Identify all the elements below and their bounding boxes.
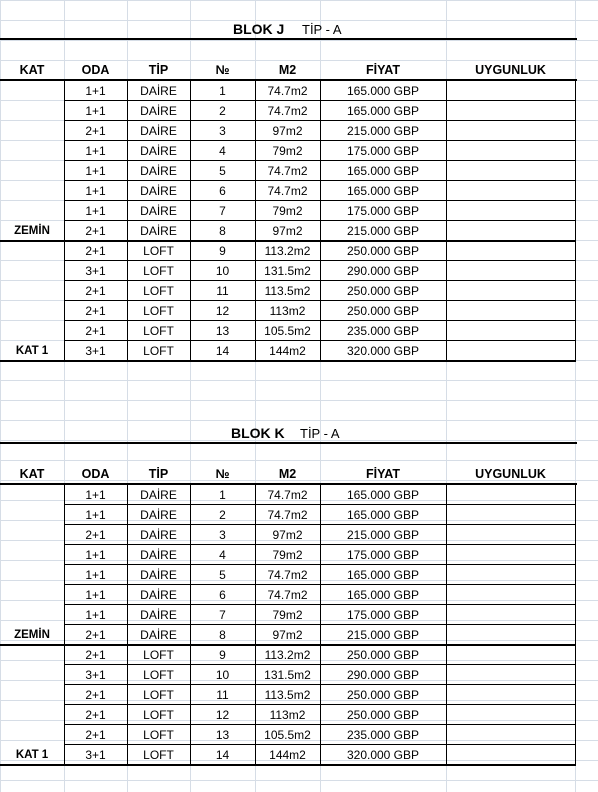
table-cell[interactable]: 74.7m2 [267, 588, 308, 602]
table-cell[interactable] [446, 525, 575, 545]
column-header-5: M2 [278, 467, 297, 481]
table-row[interactable] [0, 201, 598, 221]
table-cell[interactable] [446, 121, 575, 141]
table-cell[interactable]: 113.2m2 [264, 648, 311, 662]
row-border [0, 764, 576, 766]
table-cell[interactable] [446, 605, 575, 625]
table-cell[interactable]: 3 [219, 124, 226, 138]
table-cell[interactable]: 14 [215, 344, 230, 358]
table-cell[interactable]: 215.000 GBP [346, 528, 420, 542]
table-cell[interactable]: 13 [215, 728, 230, 742]
column-border [446, 483, 447, 765]
table-cell[interactable]: 5 [219, 164, 226, 178]
table-cell[interactable]: 320.000 GBP [346, 344, 420, 358]
table-cell[interactable]: 2+1 [85, 528, 106, 542]
column-header-1: KAT [19, 467, 45, 481]
sheet-gridline-horizontal [0, 380, 598, 381]
table-cell[interactable]: 1+1 [85, 84, 106, 98]
table-cell[interactable]: 2+1 [85, 124, 106, 138]
table-row[interactable] [0, 545, 598, 565]
table-cell[interactable]: 113.2m2 [264, 244, 311, 258]
table-cell[interactable]: 1+1 [85, 568, 106, 582]
table-cell[interactable]: LOFT [143, 244, 174, 258]
column-border [190, 79, 191, 361]
table-cell[interactable]: LOFT [143, 688, 174, 702]
table-cell[interactable]: 4 [219, 548, 226, 562]
table-cell[interactable]: 235.000 GBP [346, 728, 420, 742]
table-row[interactable] [0, 585, 598, 605]
table-row[interactable] [0, 321, 598, 341]
table-cell[interactable]: 290.000 GBP [346, 668, 420, 682]
table-cell[interactable]: 131.5m2 [264, 264, 311, 278]
table-cell[interactable]: 165.000 GBP [346, 568, 420, 582]
table-cell[interactable]: 2+1 [85, 324, 106, 338]
table-cell[interactable]: 6 [219, 588, 226, 602]
table-cell[interactable]: 74.7m2 [267, 508, 308, 522]
table-row[interactable] [0, 725, 598, 745]
table-row[interactable] [0, 81, 598, 101]
table-cell[interactable] [446, 665, 575, 685]
table-cell[interactable]: 144m2 [269, 344, 306, 358]
table-cell[interactable] [446, 101, 575, 121]
table-cell[interactable]: 165.000 GBP [346, 84, 420, 98]
table-cell[interactable]: 8 [219, 224, 226, 238]
table-cell[interactable]: 1+1 [85, 184, 106, 198]
table-cell[interactable]: 290.000 GBP [346, 264, 420, 278]
column-header-7: UYGUNLUK [475, 63, 546, 77]
column-border [575, 483, 576, 765]
table-cell[interactable]: LOFT [143, 668, 174, 682]
column-border [190, 483, 191, 765]
table-cell[interactable] [446, 545, 575, 565]
table-row[interactable] [0, 161, 598, 181]
table-cell[interactable]: 10 [215, 668, 230, 682]
table-cell[interactable]: DAİRE [140, 184, 177, 198]
floor-label-ground: ZEMİN [14, 629, 50, 641]
table-row[interactable] [0, 141, 598, 161]
table-cell[interactable]: 97m2 [272, 224, 303, 238]
table-cell[interactable]: 250.000 GBP [346, 688, 420, 702]
column-border [127, 79, 128, 361]
table-cell[interactable]: DAİRE [140, 548, 177, 562]
column-border [127, 483, 128, 765]
floor-label-first: KAT 1 [15, 749, 49, 761]
column-header-3: TİP [148, 467, 169, 481]
block-title: BLOK K [231, 425, 285, 441]
column-border [320, 79, 321, 361]
table-cell[interactable]: 144m2 [269, 748, 306, 762]
table-cell[interactable]: 2+1 [85, 628, 106, 642]
sheet-gridline-horizontal [0, 400, 598, 401]
table-cell[interactable]: 105.5m2 [264, 324, 311, 338]
column-header-4: № [215, 63, 230, 77]
table-cell[interactable]: 235.000 GBP [346, 324, 420, 338]
table-cell[interactable]: 2 [219, 104, 226, 118]
table-cell[interactable]: 79m2 [272, 144, 303, 158]
row-border [0, 360, 576, 362]
table-cell[interactable]: LOFT [143, 708, 174, 722]
table-cell[interactable]: DAİRE [140, 528, 177, 542]
table-cell[interactable]: 113m2 [269, 708, 306, 722]
table-cell[interactable]: 175.000 GBP [346, 608, 420, 622]
table-cell[interactable]: DAİRE [140, 568, 177, 582]
table-cell[interactable]: DAİRE [140, 588, 177, 602]
table-cell[interactable]: DAİRE [140, 508, 177, 522]
table-cell[interactable]: DAİRE [140, 204, 177, 218]
table-cell[interactable]: 113m2 [269, 304, 306, 318]
table-row[interactable] [0, 261, 598, 281]
table-cell[interactable]: 2+1 [85, 688, 106, 702]
column-header-5: M2 [278, 63, 297, 77]
table-cell[interactable] [446, 505, 575, 525]
table-cell[interactable]: 165.000 GBP [346, 488, 420, 502]
table-cell[interactable]: 2+1 [85, 244, 106, 258]
floor-label-first: KAT 1 [15, 345, 49, 357]
title-underline [0, 442, 577, 444]
table-cell[interactable]: 1 [219, 488, 226, 502]
table-cell[interactable] [446, 321, 575, 341]
table-cell[interactable]: 2+1 [85, 304, 106, 318]
table-cell[interactable]: 2+1 [85, 284, 106, 298]
table-cell[interactable]: 13 [215, 324, 230, 338]
table-cell[interactable]: 175.000 GBP [346, 144, 420, 158]
table-row[interactable] [0, 685, 598, 705]
table-row[interactable] [0, 525, 598, 545]
table-cell[interactable]: 8 [219, 628, 226, 642]
column-border [575, 79, 576, 361]
table-row[interactable] [0, 181, 598, 201]
table-cell[interactable]: 7 [219, 608, 226, 622]
table-cell[interactable] [446, 261, 575, 281]
table-cell[interactable]: DAİRE [140, 608, 177, 622]
table-cell[interactable]: 3+1 [85, 668, 106, 682]
table-cell[interactable]: 3+1 [85, 748, 106, 762]
block-title: BLOK J [233, 21, 285, 37]
column-header-6: FİYAT [365, 63, 401, 77]
table-cell[interactable] [446, 685, 575, 705]
table-cell[interactable]: 97m2 [272, 628, 303, 642]
table-cell[interactable]: LOFT [143, 728, 174, 742]
sheet-gridline-horizontal [0, 420, 598, 421]
column-header-4: № [215, 467, 230, 481]
table-cell[interactable]: 165.000 GBP [346, 588, 420, 602]
table-cell[interactable]: DAİRE [140, 224, 177, 238]
table-cell[interactable] [446, 161, 575, 181]
table-cell[interactable]: 165.000 GBP [346, 164, 420, 178]
table-cell[interactable]: 165.000 GBP [346, 104, 420, 118]
table-cell[interactable]: 113.5m2 [264, 688, 311, 702]
table-cell[interactable]: 165.000 GBP [346, 184, 420, 198]
table-cell[interactable]: 74.7m2 [267, 104, 308, 118]
column-border [64, 79, 65, 361]
table-cell[interactable]: 14 [215, 748, 230, 762]
table-cell[interactable]: DAİRE [140, 164, 177, 178]
table-cell[interactable]: 2+1 [85, 224, 106, 238]
table-cell[interactable]: 1+1 [85, 488, 106, 502]
table-cell[interactable]: 215.000 GBP [346, 224, 420, 238]
block-title-row [0, 424, 598, 444]
table-cell[interactable]: 74.7m2 [267, 184, 308, 198]
table-row[interactable] [0, 221, 598, 241]
table-cell[interactable]: 11 [216, 688, 229, 702]
table-cell[interactable]: DAİRE [140, 84, 177, 98]
table-cell[interactable]: 165.000 GBP [346, 508, 420, 522]
table-cell[interactable]: 175.000 GBP [346, 548, 420, 562]
table-row[interactable] [0, 665, 598, 685]
table-cell[interactable]: 6 [219, 184, 226, 198]
table-cell[interactable]: 97m2 [272, 124, 303, 138]
table-cell[interactable]: 250.000 GBP [346, 708, 420, 722]
table-cell[interactable]: 1+1 [85, 144, 106, 158]
table-cell[interactable]: DAİRE [140, 628, 177, 642]
table-cell[interactable]: 250.000 GBP [346, 284, 420, 298]
table-cell[interactable]: 1+1 [85, 104, 106, 118]
table-row[interactable] [0, 101, 598, 121]
title-underline [0, 38, 577, 40]
table-cell[interactable] [446, 281, 575, 301]
table-cell[interactable]: 3+1 [85, 264, 106, 278]
column-border [255, 79, 256, 361]
table-cell[interactable]: 9 [219, 648, 226, 662]
table-cell[interactable] [446, 141, 575, 161]
floor-label-ground: ZEMİN [14, 225, 50, 237]
table-cell[interactable]: 79m2 [272, 204, 303, 218]
table-cell[interactable]: 9 [219, 244, 226, 258]
table-cell[interactable]: 1+1 [85, 164, 106, 178]
table-cell[interactable] [446, 181, 575, 201]
column-header-1: KAT [19, 63, 45, 77]
table-cell[interactable] [446, 625, 575, 645]
table-cell[interactable]: 97m2 [272, 528, 303, 542]
column-border [255, 483, 256, 765]
column-header-2: ODA [81, 63, 110, 77]
column-border [64, 483, 65, 765]
table-row[interactable] [0, 745, 598, 765]
table-cell[interactable] [446, 645, 575, 665]
table-cell[interactable]: LOFT [143, 284, 174, 298]
table-cell[interactable]: LOFT [143, 748, 174, 762]
sheet-gridline-horizontal [0, 780, 598, 781]
table-cell[interactable]: 1+1 [85, 548, 106, 562]
table-cell[interactable]: 131.5m2 [264, 668, 311, 682]
table-row[interactable] [0, 705, 598, 725]
table-cell[interactable]: 1+1 [85, 204, 106, 218]
block-subtitle: TİP - A [302, 22, 342, 37]
table-cell[interactable]: 79m2 [272, 608, 303, 622]
table-cell[interactable]: 79m2 [272, 548, 303, 562]
table-cell[interactable]: 215.000 GBP [346, 124, 420, 138]
table-row[interactable] [0, 625, 598, 645]
table-cell[interactable]: DAİRE [140, 104, 177, 118]
column-header-6: FİYAT [365, 467, 401, 481]
table-cell[interactable]: 5 [219, 568, 226, 582]
table-cell[interactable] [446, 485, 575, 505]
table-cell[interactable]: 1 [219, 84, 226, 98]
table-cell[interactable]: 3+1 [85, 344, 106, 358]
column-border [320, 483, 321, 765]
table-cell[interactable]: 12 [215, 304, 230, 318]
price-table-block [0, 20, 598, 360]
table-row[interactable] [0, 301, 598, 321]
table-row[interactable] [0, 485, 598, 505]
table-cell[interactable] [446, 705, 575, 725]
column-header-3: TİP [148, 63, 169, 77]
table-cell[interactable]: 74.7m2 [267, 84, 308, 98]
table-cell[interactable]: LOFT [143, 344, 174, 358]
table-row[interactable] [0, 565, 598, 585]
table-row[interactable] [0, 645, 598, 665]
table-row[interactable] [0, 605, 598, 625]
table-row[interactable] [0, 341, 598, 361]
table-cell[interactable]: 7 [219, 204, 226, 218]
table-cell[interactable]: 2+1 [85, 728, 106, 742]
table-cell[interactable]: LOFT [143, 324, 174, 338]
table-cell[interactable]: LOFT [143, 648, 174, 662]
table-cell[interactable]: 10 [215, 264, 230, 278]
table-cell[interactable]: 2 [219, 508, 226, 522]
table-cell[interactable] [446, 241, 575, 261]
table-cell[interactable]: LOFT [143, 264, 174, 278]
table-cell[interactable] [446, 745, 575, 765]
table-row[interactable] [0, 241, 598, 261]
price-table-block [0, 424, 598, 764]
table-cell[interactable] [446, 341, 575, 361]
block-title-row [0, 20, 598, 40]
table-cell[interactable]: 1+1 [85, 588, 106, 602]
table-cell[interactable]: DAİRE [140, 144, 177, 158]
table-cell[interactable]: 105.5m2 [264, 728, 311, 742]
table-cell[interactable]: 2+1 [85, 708, 106, 722]
table-cell[interactable]: 74.7m2 [267, 568, 308, 582]
table-cell[interactable] [446, 585, 575, 605]
table-cell[interactable]: 113.5m2 [264, 284, 311, 298]
table-cell[interactable] [446, 725, 575, 745]
table-cell[interactable] [446, 301, 575, 321]
table-cell[interactable]: 74.7m2 [267, 164, 308, 178]
table-cell[interactable]: 4 [219, 144, 226, 158]
table-row[interactable] [0, 281, 598, 301]
table-cell[interactable]: 11 [216, 284, 229, 298]
table-row[interactable] [0, 505, 598, 525]
table-cell[interactable] [446, 565, 575, 585]
table-cell[interactable]: 175.000 GBP [346, 204, 420, 218]
table-cell[interactable]: 250.000 GBP [346, 648, 420, 662]
table-row[interactable] [0, 121, 598, 141]
block-subtitle: TİP - A [300, 426, 340, 441]
table-cell[interactable]: 250.000 GBP [346, 304, 420, 318]
column-border [446, 79, 447, 361]
table-cell[interactable]: 215.000 GBP [346, 628, 420, 642]
table-cell[interactable]: 3 [219, 528, 226, 542]
table-cell[interactable]: 1+1 [85, 508, 106, 522]
table-cell[interactable]: LOFT [143, 304, 174, 318]
sheet-gridline-horizontal [0, 0, 598, 1]
table-cell[interactable]: DAİRE [140, 124, 177, 138]
table-cell[interactable]: 12 [215, 708, 230, 722]
table-cell[interactable]: 250.000 GBP [346, 244, 420, 258]
column-header-7: UYGUNLUK [475, 467, 546, 481]
table-cell[interactable]: 74.7m2 [267, 488, 308, 502]
table-cell[interactable] [446, 81, 575, 101]
column-header-2: ODA [81, 467, 110, 481]
table-cell[interactable]: 2+1 [85, 648, 106, 662]
table-cell[interactable] [446, 221, 575, 241]
table-cell[interactable]: 320.000 GBP [346, 748, 420, 762]
table-cell[interactable]: DAİRE [140, 488, 177, 502]
table-cell[interactable]: 1+1 [85, 608, 106, 622]
table-cell[interactable] [446, 201, 575, 221]
